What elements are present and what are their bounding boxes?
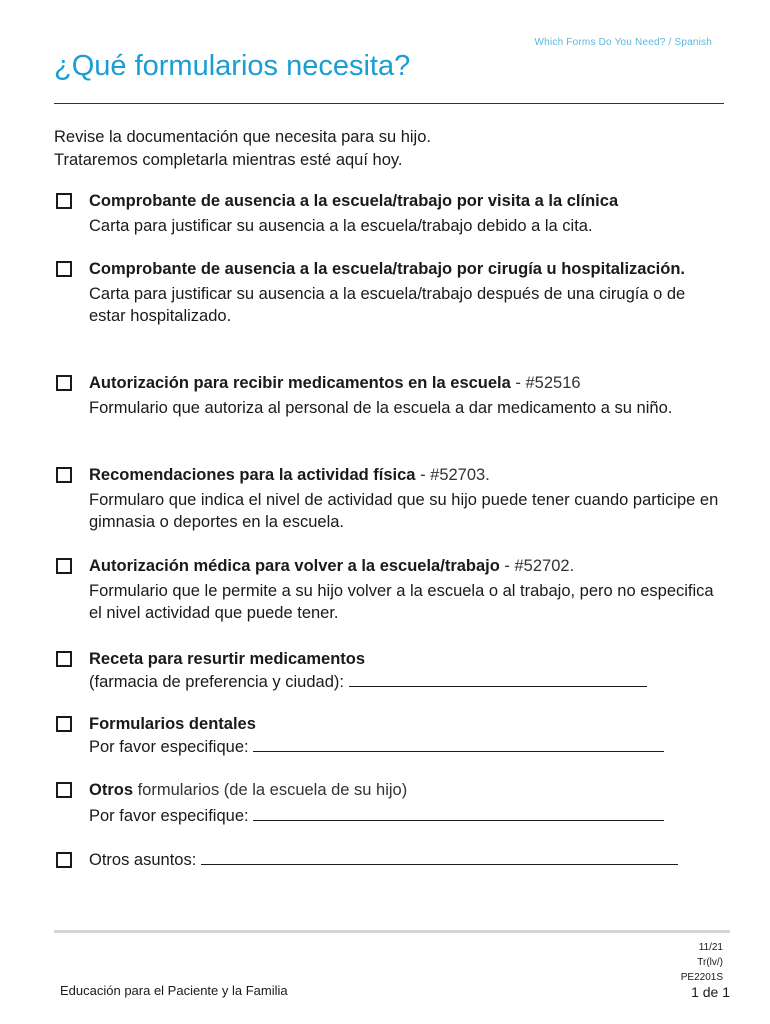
form-number: - #52516 <box>510 374 581 392</box>
intro-line-2: Trataremos completarla mientras esté aquí hoy. <box>54 151 403 169</box>
checkbox[interactable] <box>56 375 72 391</box>
page-number: 1 de 1 <box>691 984 730 1000</box>
document-tag: Which Forms Do You Need? / Spanish <box>534 37 712 48</box>
item-description: Formulario que autoriza al personal de la escuela a dar medicamento a su niño. <box>89 399 673 417</box>
item-title: Formularios dentales <box>89 715 256 733</box>
item-description: Por favor especifique: <box>89 807 254 825</box>
form-number: - #52703. <box>415 466 490 484</box>
checkbox[interactable] <box>56 193 72 209</box>
other-matters-fill-line[interactable] <box>201 850 678 865</box>
checkbox[interactable] <box>56 782 72 798</box>
footer-divider <box>54 930 730 933</box>
intro-line-1: Revise la documentación que necesita para su hijo. <box>54 128 431 146</box>
pharmacy-fill-line[interactable] <box>349 672 647 687</box>
item-title: Otros asuntos: <box>89 851 201 869</box>
intro-text <box>54 126 431 172</box>
item-title: Otros <box>89 781 134 799</box>
translation-code: Tr(lv/) <box>697 957 723 968</box>
form-number: - #52702. <box>499 557 575 575</box>
item-title: Comprobante de ausencia a la escuela/trabajo por visita a la clínica <box>89 192 619 210</box>
checkbox[interactable] <box>56 716 72 732</box>
item-description: Por favor especifique: <box>89 738 254 756</box>
item-description: Formularo que indica el nivel de actividad que su hijo puede tener cuando participe en gimnasia o deportes en la escuela. <box>89 491 719 531</box>
dental-fill-line[interactable] <box>253 737 664 752</box>
item-description: Carta para justificar su ausencia a la escuela/trabajo debido a la cita. <box>89 217 593 235</box>
item-title: Recomendaciones para la actividad física <box>89 466 416 484</box>
item-title: Comprobante de ausencia a la escuela/trabajo por cirugía u hospitalización. <box>89 260 685 278</box>
item-title: Autorización para recibir medicamentos en la escuela <box>89 374 511 392</box>
other-forms-fill-line[interactable] <box>253 806 664 821</box>
item-description: (farmacia de preferencia y ciudad): <box>89 673 349 691</box>
item-title: Receta para resurtir medicamentos <box>89 650 366 668</box>
item-description: Carta para justificar su ausencia a la escuela/trabajo después de una cirugía o de estar hospitalizado. <box>89 285 686 325</box>
footer-organization: Educación para el Paciente y la Familia <box>60 983 288 998</box>
checkbox[interactable] <box>56 651 72 667</box>
document-number: PE2201S <box>680 972 723 983</box>
item-description: Formulario que le permite a su hijo volver a la escuela o al trabajo, pero no especifica el nivel actividad que puede tener. <box>89 582 714 622</box>
footer-codes <box>681 940 723 985</box>
checkbox[interactable] <box>56 558 72 574</box>
checkbox[interactable] <box>56 261 72 277</box>
item-title-suffix: formularios (de la escuela de su hijo) <box>133 781 408 799</box>
checkbox[interactable] <box>56 852 72 868</box>
checkbox[interactable] <box>56 467 72 483</box>
revision-date: 11/21 <box>698 942 723 953</box>
title-divider <box>54 103 724 104</box>
page-title: ¿Qué formularios necesita? <box>54 50 411 82</box>
item-title: Autorización médica para volver a la escuela/trabajo <box>89 557 500 575</box>
